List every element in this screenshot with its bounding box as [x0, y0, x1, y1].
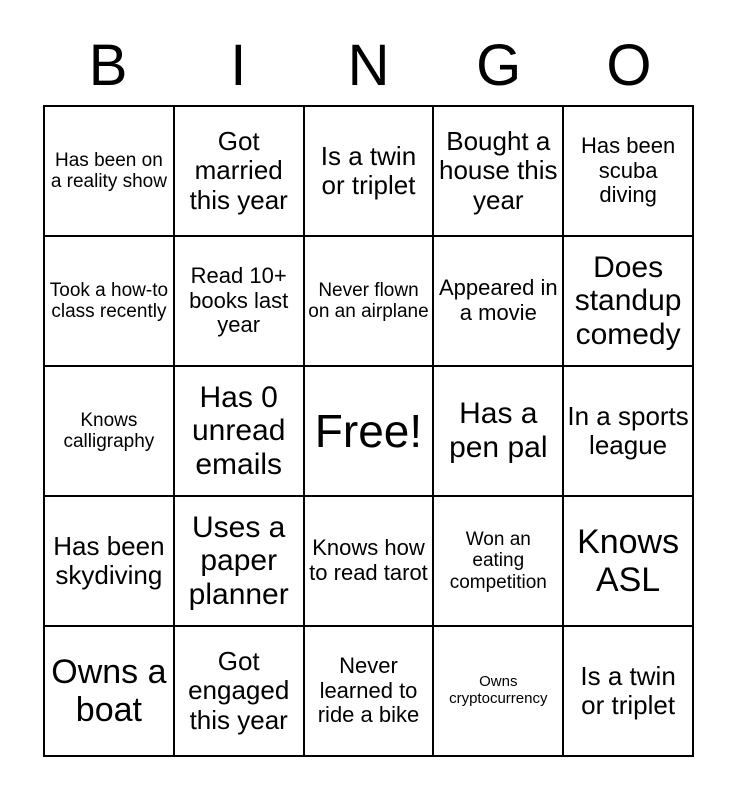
bingo-cell-label: Has been skydiving: [53, 530, 165, 590]
bingo-cell-label: Got engaged this year: [188, 646, 290, 735]
bingo-cell[interactable]: [305, 497, 435, 627]
bingo-cell-label: Has a pen pal: [449, 397, 548, 464]
bingo-cell[interactable]: [305, 627, 435, 757]
bingo-cell[interactable]: [564, 627, 694, 757]
bingo-cell[interactable]: [434, 237, 564, 367]
bingo-cell-label: Got married this year: [189, 126, 288, 215]
bingo-header-letter-g: G: [476, 33, 522, 98]
bingo-header-letter-n: N: [347, 33, 390, 98]
bingo-cell[interactable]: [45, 497, 175, 627]
bingo-cell-label: Knows how to read tarot: [309, 535, 428, 585]
bingo-cell-label: Uses a paper planner: [188, 510, 289, 611]
bingo-cell-label: Appeared in a movie: [438, 275, 558, 325]
bingo-cell[interactable]: [564, 107, 694, 237]
bingo-grid: [43, 105, 694, 757]
bingo-cell[interactable]: [434, 107, 564, 237]
bingo-cell[interactable]: [45, 237, 175, 367]
bingo-cell[interactable]: [564, 367, 694, 497]
bingo-cell[interactable]: [45, 367, 175, 497]
bingo-header-letter-o: O: [606, 33, 652, 98]
bingo-cell-label: Does standup comedy: [574, 250, 682, 351]
bingo-cell-label: Owns a boat: [51, 652, 167, 729]
bingo-cell[interactable]: [45, 627, 175, 757]
bingo-cell[interactable]: [45, 107, 175, 237]
bingo-cell[interactable]: [175, 237, 305, 367]
bingo-cell-label: Has been scuba diving: [581, 133, 676, 208]
bingo-cell-label: Is a twin or triplet: [320, 140, 417, 200]
bingo-cell[interactable]: [564, 497, 694, 627]
bingo-cell[interactable]: [434, 367, 564, 497]
bingo-cell[interactable]: [434, 627, 564, 757]
bingo-cell[interactable]: [305, 107, 435, 237]
bingo-cell[interactable]: [175, 107, 305, 237]
bingo-cell-label: Read 10+ books last year: [189, 263, 289, 338]
bingo-cell-label: In a sports league: [567, 400, 689, 460]
bingo-cell-label: Knows calligraphy: [63, 409, 155, 452]
bingo-cell-label: Is a twin or triplet: [580, 660, 676, 720]
bingo-cell-label: Owns cryptocurrency: [449, 673, 548, 707]
bingo-free-space-cell[interactable]: [305, 367, 435, 497]
bingo-cell-label: Took a how-to class recently: [49, 279, 169, 322]
bingo-cell[interactable]: [305, 237, 435, 367]
bingo-cell-label: Won an eating competition: [449, 529, 547, 593]
bingo-header: [43, 30, 694, 102]
bingo-header-letter-b: B: [88, 33, 128, 98]
bingo-free-space-label: Free!: [314, 405, 423, 457]
bingo-cell[interactable]: [175, 627, 305, 757]
bingo-cell[interactable]: [175, 497, 305, 627]
bingo-cell[interactable]: [564, 237, 694, 367]
bingo-cell[interactable]: [434, 497, 564, 627]
bingo-cell[interactable]: [175, 367, 305, 497]
bingo-cell-label: Never flown on an airplane: [308, 279, 429, 322]
bingo-header-letter-i: I: [230, 33, 247, 98]
bingo-cell-label: Has been on a reality show: [50, 149, 167, 192]
bingo-cell-label: Has 0 unread emails: [191, 380, 286, 481]
bingo-cell-label: Bought a house this year: [439, 126, 558, 215]
bingo-cell-label: Never learned to ride a bike: [317, 653, 420, 728]
bingo-cell-label: Knows ASL: [577, 522, 680, 599]
